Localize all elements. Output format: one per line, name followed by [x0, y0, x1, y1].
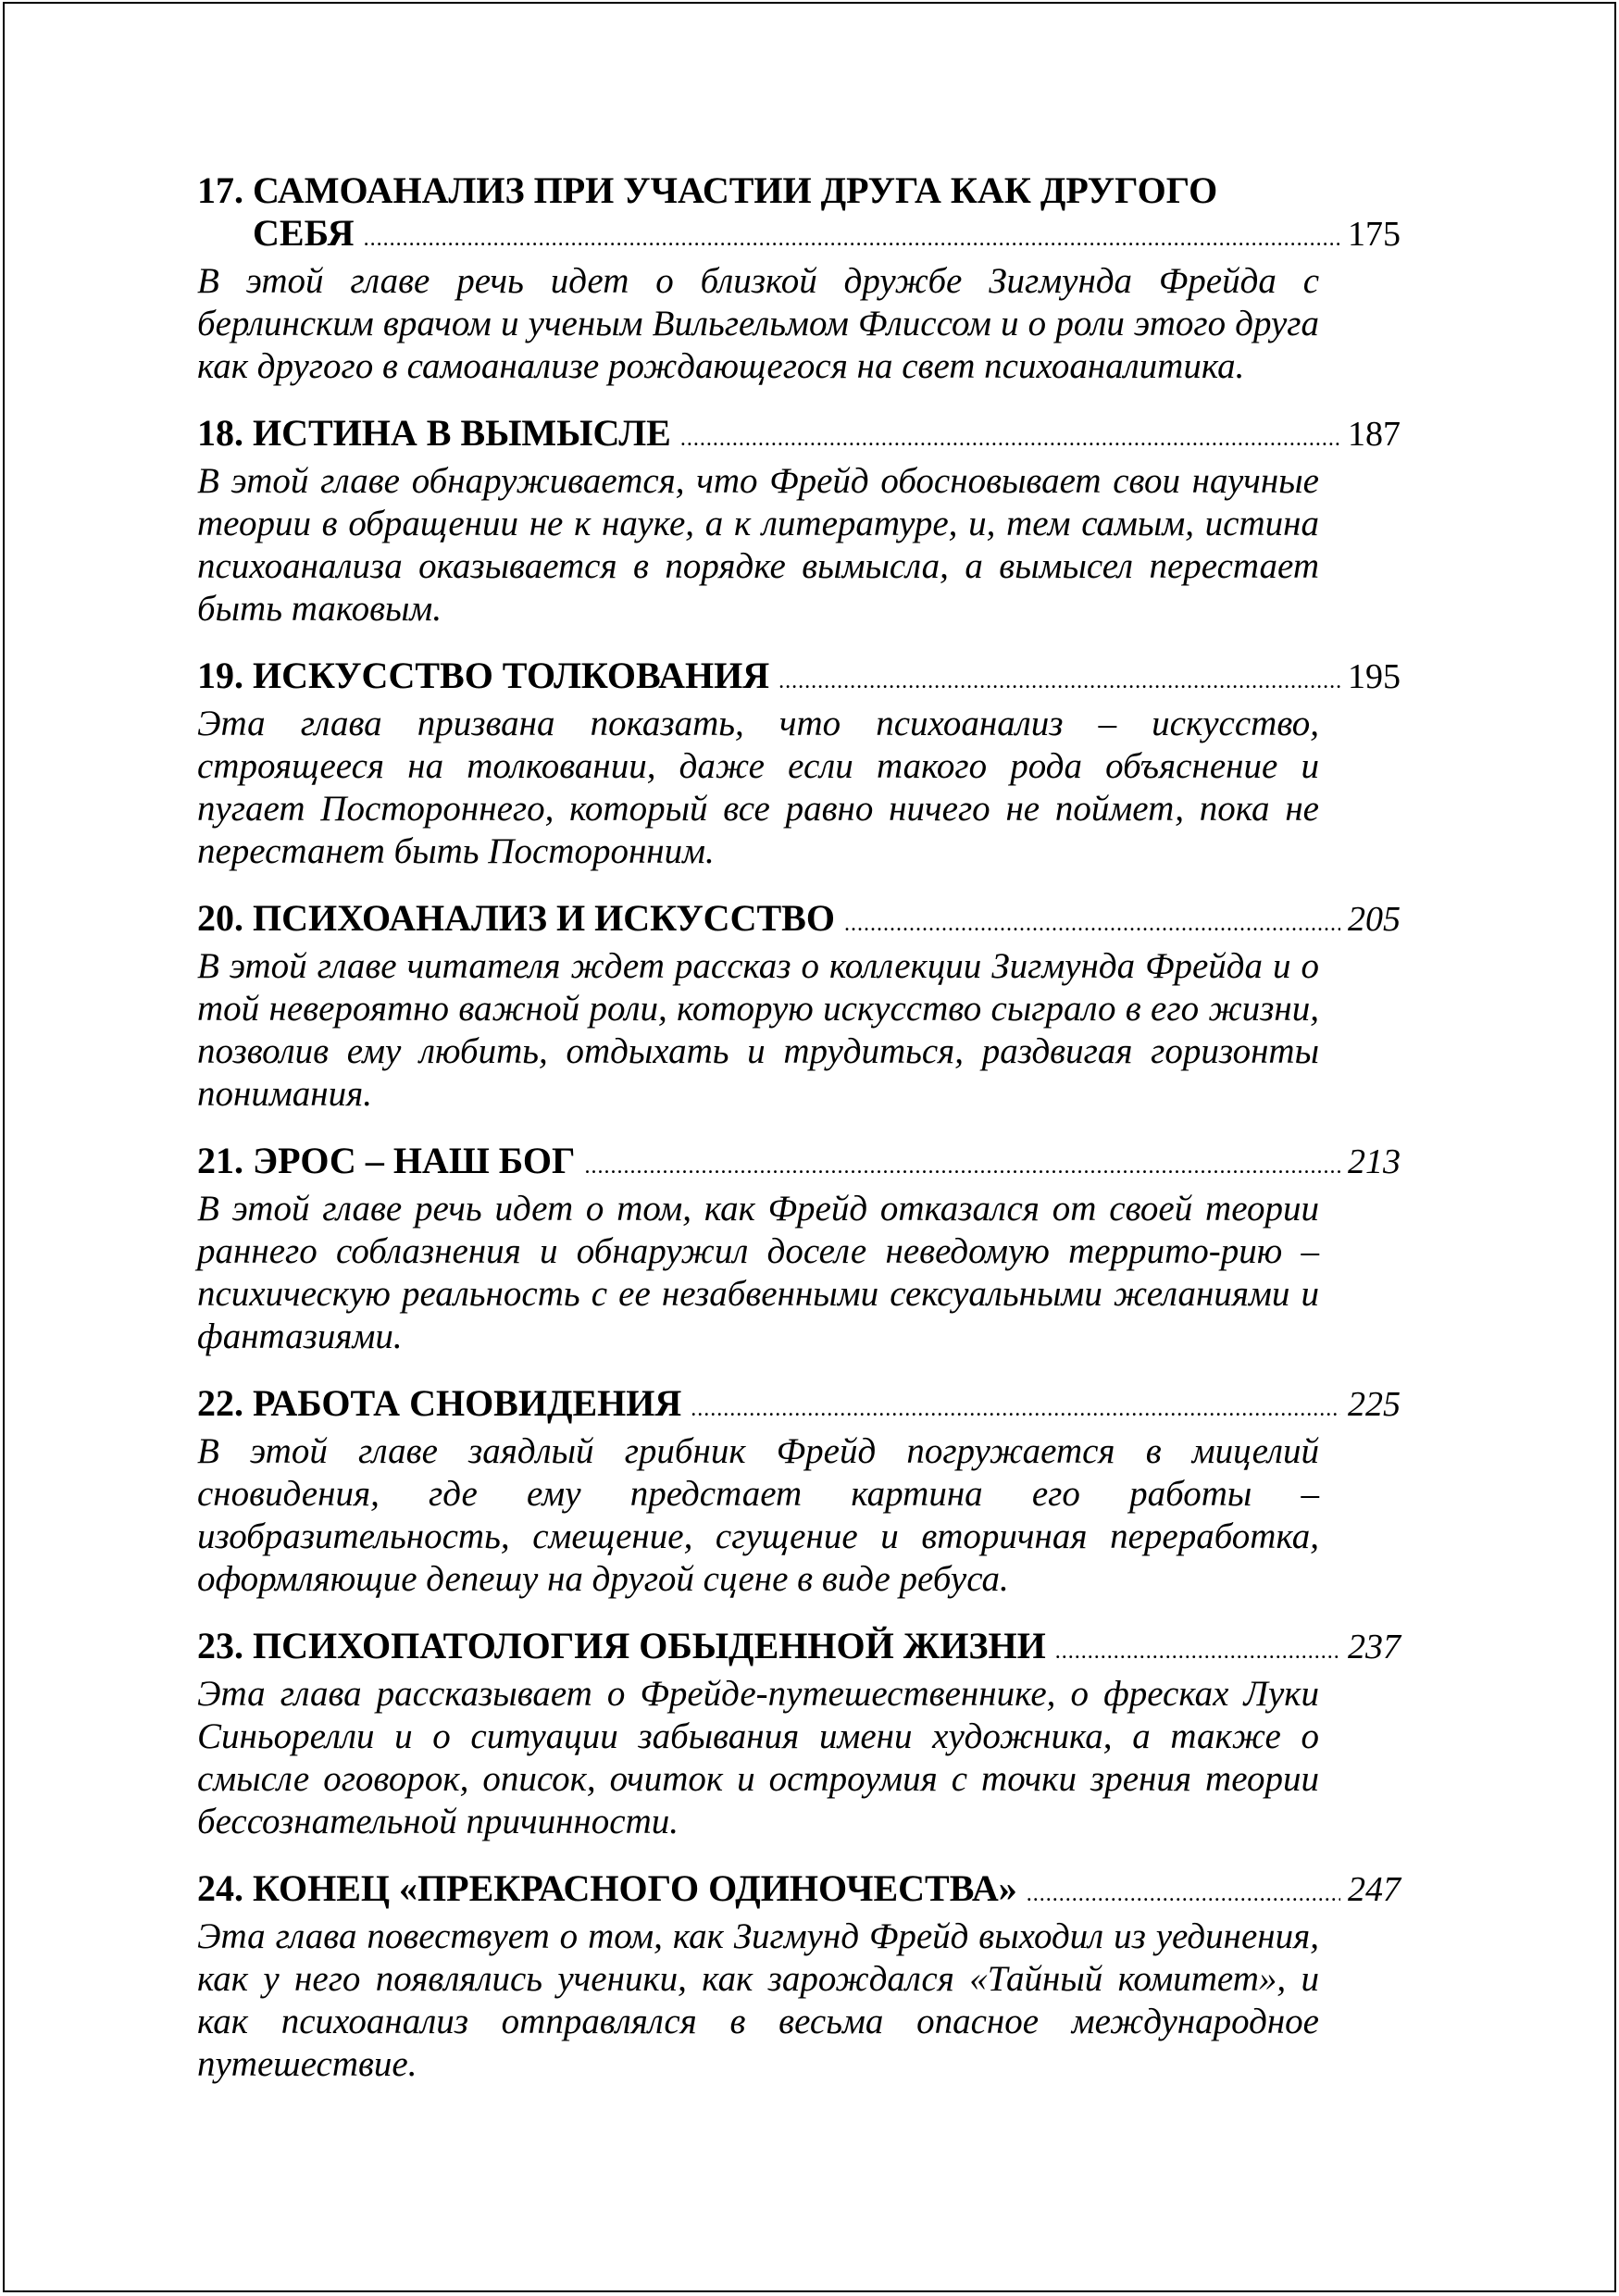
toc-entry-19[interactable]	[197, 655, 1401, 873]
page-number: 225	[1348, 1385, 1401, 1424]
entry-title-text: 20. ПСИХОАНАЛИЗ И ИСКУССТВО	[197, 897, 835, 939]
page-number: 247	[1348, 1870, 1401, 1909]
page-number: 213	[1348, 1142, 1401, 1181]
entry-title-text: 23. ПСИХОПАТОЛОГИЯ ОБЫДЕННОЙ ЖИЗНИ	[197, 1625, 1046, 1666]
entry-title	[197, 897, 1401, 945]
entry-title-text: 22. РАБОТА СНОВИДЕНИЯ	[197, 1382, 682, 1424]
entry-title	[197, 1867, 1401, 1915]
entry-title	[197, 1140, 1401, 1188]
toc-entry-17[interactable]	[197, 169, 1401, 388]
toc-entry-18[interactable]	[197, 412, 1401, 630]
toc-entry-23[interactable]	[197, 1625, 1401, 1843]
entry-title	[197, 655, 1401, 703]
toc-entry-24[interactable]	[197, 1867, 1401, 2086]
page-number: 237	[1348, 1628, 1401, 1666]
dot-leader	[1027, 1873, 1340, 1915]
dot-leader	[680, 418, 1340, 460]
entry-summary: В этой главе заядлый грибник Фрейд погружается в мицелий сновидения, где ему предстает картина его работы – изобразительность, смещение, сгущение и вторичная переработка, оформляющие депешу на другой сцене в виде ребуса.	[197, 1431, 1319, 1599]
dot-leader	[1055, 1630, 1340, 1673]
entry-title-line2-row	[197, 212, 1401, 260]
entry-summary: В этой главе речь идет о том, как Фрейд отказался от своей теории раннего соблазнения и обнаружил доселе неведомую террито-рию – психическую реальность с ее незабвенными сексуальными желаниями и фантазиями.	[197, 1189, 1319, 1356]
dot-leader	[364, 218, 1340, 260]
entry-title	[197, 412, 1401, 460]
table-of-contents	[197, 169, 1401, 2110]
toc-entry-21[interactable]	[197, 1140, 1401, 1358]
entry-title-text: 24. КОНЕЦ «ПРЕКРАСНОГО ОДИНОЧЕСТВА»	[197, 1867, 1017, 1909]
page-number: 195	[1348, 657, 1401, 696]
entry-summary: В этой главе обнаруживается, что Фрейд обосновывает свои научные теории в обращении не к науке, а к литературе, и, тем самым, истина психоанализа оказывается в порядке вымысла, а вымысел перестает быть таковым.	[197, 461, 1319, 629]
page-number: 175	[1348, 215, 1401, 254]
entry-summary: В этой главе читателя ждет рассказ о коллекции Зигмунда Фрейда и о той невероятно важной роли, которую искусство сыграло в его жизни, позволив ему любить, отдыхать и трудиться, раздвигая горизонты понимания.	[197, 946, 1319, 1114]
dot-leader	[778, 660, 1340, 703]
entry-title-text: 19. ИСКУССТВО ТОЛКОВАНИЯ	[197, 655, 770, 696]
entry-summary: В этой главе речь идет о близкой дружбе Зигмунда Фрейда с берлинским врачом и ученым Вильгельмом Флиссом и о роли этого друга как другого в самоанализе рождающегося на свет психоаналитика.	[197, 261, 1319, 386]
page-number: 205	[1348, 900, 1401, 939]
dot-leader	[584, 1145, 1340, 1188]
dot-leader	[691, 1388, 1340, 1430]
entry-summary: Эта глава рассказывает о Фрейде-путешественнике, о фресках Луки Синьорелли и о ситуации забывания имени художника, а также о смысле оговорок, описок, очиток и остроумия с точки зрения теории бессознательной причинности.	[197, 1674, 1319, 1841]
entry-title-text: 18. ИСТИНА В ВЫМЫСЛЕ	[197, 412, 671, 454]
entry-summary: Эта глава повествует о том, как Зигмунд Фрейд выходил из уединения, как у него появлялись ученики, как зарождался «Тайный комитет», и как психоанализ отправлялся в весьма опасное международное путешествие.	[197, 1916, 1319, 2084]
entry-title	[197, 169, 1401, 260]
entry-title-line1: 17. САМОАНАЛИЗ ПРИ УЧАСТИИ ДРУГА КАК ДРУГОГО	[197, 169, 1218, 211]
entry-title-text: 21. ЭРОС – НАШ БОГ	[197, 1140, 576, 1181]
dot-leader	[844, 903, 1340, 945]
toc-entry-22[interactable]	[197, 1382, 1401, 1601]
entry-title-line2: СЕБЯ	[253, 212, 355, 254]
entry-summary: Эта глава призвана показать, что психоанализ – искусство, строящееся на толковании, даже если такого рода объяснение и пугает Постороннего, который все равно ничего не поймет, пока не перестанет быть Посторонним.	[197, 704, 1319, 871]
entry-title	[197, 1382, 1401, 1430]
entry-title	[197, 1625, 1401, 1673]
toc-entry-20[interactable]	[197, 897, 1401, 1116]
page-number: 187	[1348, 415, 1401, 454]
